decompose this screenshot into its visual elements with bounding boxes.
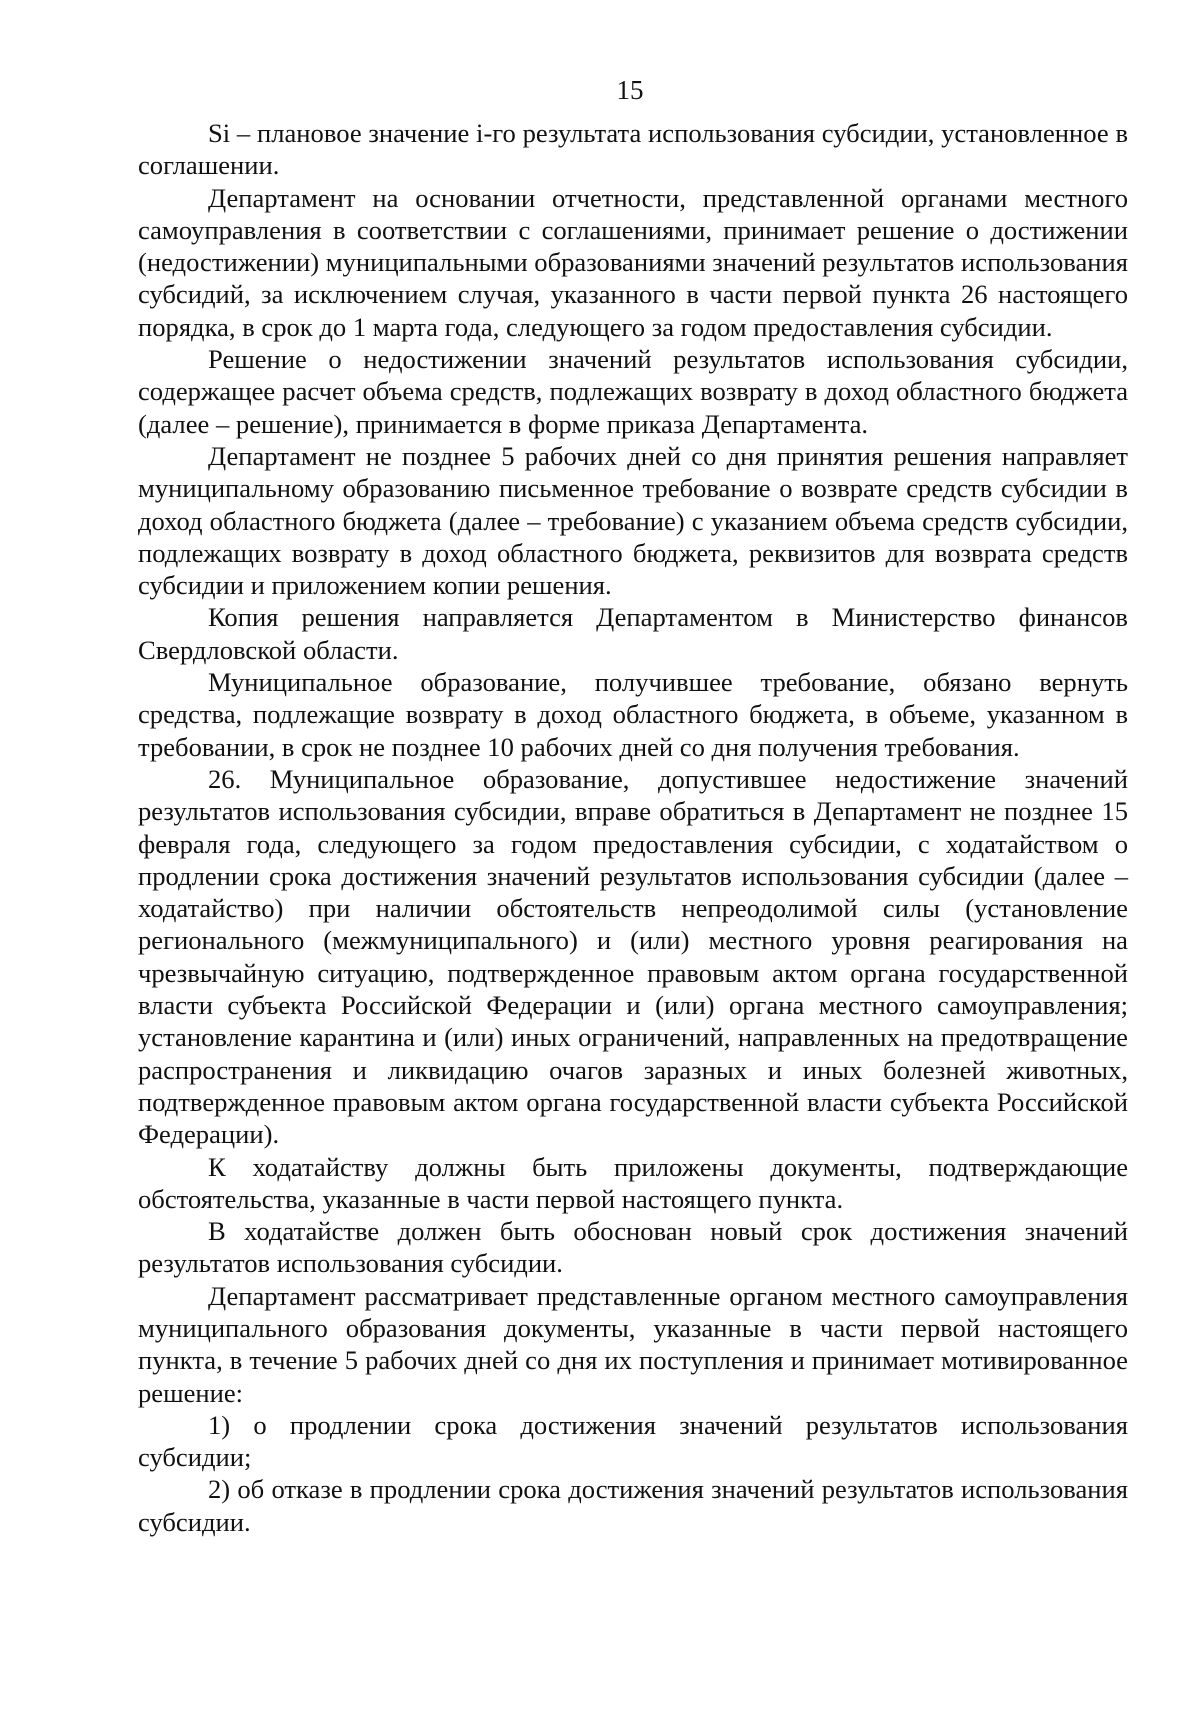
- paragraph: Si – плановое значение i-го результата использования субсидии, установленное в соглашении.: [138, 118, 1128, 181]
- page-number: 15: [616, 75, 644, 105]
- paragraph: Департамент рассматривает представленные органом местного самоуправления муниципального образования документы, указанные в части первой настоящего пункта, в течение 5 рабочих дней со дня их поступления и принимает мотивированное решение:: [138, 1280, 1128, 1408]
- paragraph: Департамент не позднее 5 рабочих дней со дня принятия решения направляет муниципальному образованию письменное требование о возврате средств субсидии в доход областного бюджета (далее – требование) с указанием объема средств субсидии, подлежащих возврату в доход областного бюджета, реквизитов для возврата средств субсидии и приложением копии решения.: [138, 440, 1128, 601]
- document-body: [138, 117, 1128, 1538]
- paragraph: Департамент на основании отчетности, представленной органами местного самоуправления в соответствии с соглашениями, принимает решение о достижении (недостижении) муниципальными образованиями значений результатов использования субсидий, за исключением случая, указанного в части первой пункта 26 настоящего порядка, в срок до 1 марта года, следующего за годом предоставления субсидии.: [138, 182, 1128, 342]
- list-item: 1) о продлении срока достижения значений результатов использования субсидии;: [138, 1409, 1128, 1473]
- paragraph: Копия решения направляется Департаментом в Министерство финансов Свердловской области.: [138, 602, 1128, 665]
- paragraph: В ходатайстве должен быть обоснован новый срок достижения значений результатов использования субсидии.: [138, 1216, 1128, 1279]
- paragraph: 26. Муниципальное образование, допустившее недостижение значений результатов использования субсидии, вправе обратиться в Департамент не позднее 15 февраля года, следующего за годом предоставления субсидии, с ходатайством о продлении срока достижения значений результатов использования субсидии (далее – ходатайство) при наличии обстоятельств непреодолимой силы (установление регионального (межмуниципального) и (или) местного уровня реагирования на чрезвычайную ситуацию, подтвержденное правовым актом органа государственной власти субъекта Российской Федерации и (или) органа местного самоуправления; установление карантина и (или) иных ограничений, направленных на предотвращение распространения и ликвидацию очагов заразных и иных болезней животных, подтвержденное правовым актом органа государственной власти субъекта Российской Федерации).: [138, 763, 1128, 1150]
- paragraph: Решение о недостижении значений результатов использования субсидии, содержащее расчет объема средств, подлежащих возврату в доход областного бюджета (далее – решение), принимается в форме приказа Департамента.: [138, 344, 1128, 439]
- list-item: 2) об отказе в продлении срока достижения значений результатов использования субсидии.: [138, 1474, 1128, 1537]
- paragraph: К ходатайству должны быть приложены документы, подтверждающие обстоятельства, указанные в части первой настоящего пункта.: [138, 1151, 1128, 1214]
- paragraph: Муниципальное образование, получившее требование, обязано вернуть средства, подлежащие возврату в доход областного бюджета, в объеме, указанном в требовании, в срок не позднее 10 рабочих дней со дня получения требования.: [138, 667, 1128, 762]
